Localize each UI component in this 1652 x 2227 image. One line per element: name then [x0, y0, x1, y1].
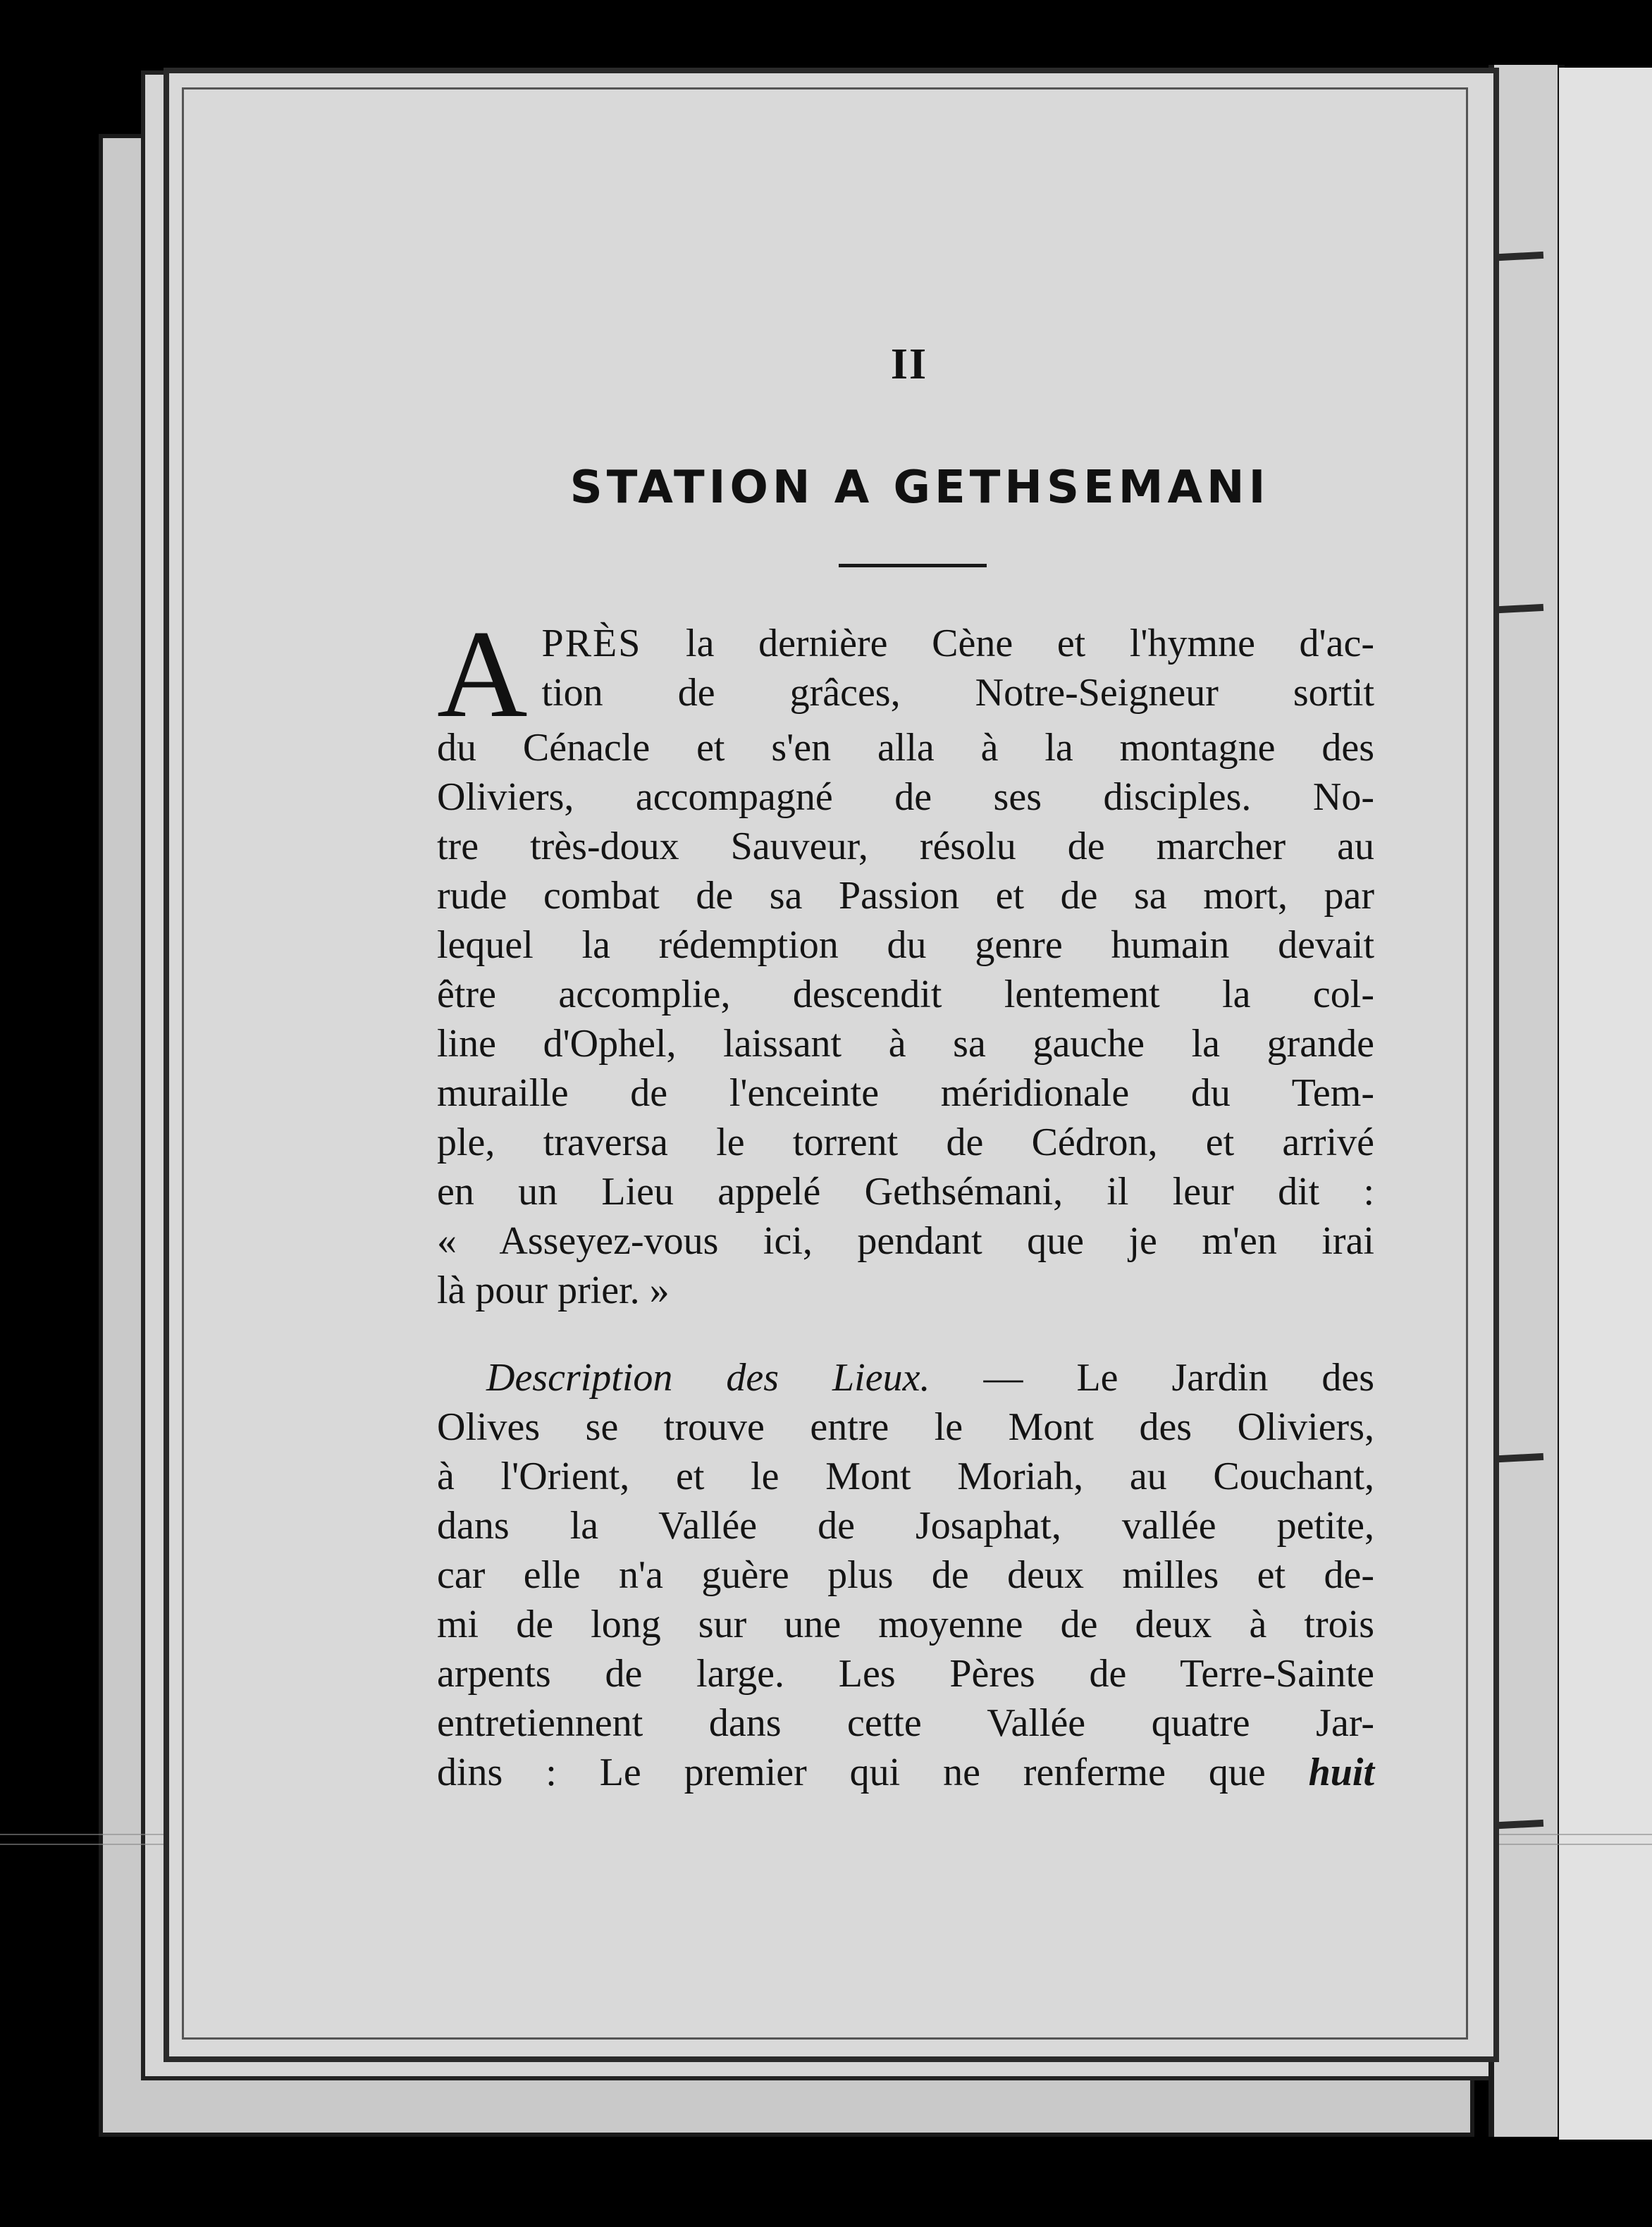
text-line: arpents de large. Les Pères de Terre-Sainte — [437, 1652, 1374, 1696]
text-line: lequel la rédemption du genre humain devait — [437, 923, 1374, 967]
text-line: entretiennent dans cette Vallée quatre Jar- — [437, 1701, 1374, 1745]
text-line — [437, 1748, 1374, 1797]
text-line: line d'Ophel, laissant à sa gauche la grande — [437, 1022, 1374, 1066]
text-line: Olives se trouve entre le Mont des Oliviers, — [437, 1405, 1374, 1449]
text-line: en un Lieu appelé Gethsémani, il leur dit : — [437, 1170, 1374, 1214]
text-line: rude combat de sa Passion et de sa mort, par — [437, 874, 1374, 918]
text-line-content: — Le Jardin des — [930, 1356, 1374, 1400]
first-word-smallcaps: PRÈS — [541, 622, 642, 665]
text-line-content: dins : Le premier qui ne renferme que — [437, 1751, 1309, 1794]
text-line: « Asseyez-vous ici, pendant que je m'en irai — [437, 1219, 1374, 1263]
text-line: être accomplie, descendit lentement la col- — [437, 973, 1374, 1016]
text-line: muraille de l'enceinte méridionale du Tem- — [437, 1071, 1374, 1115]
italic-lead: Description des Lieux. — [486, 1356, 930, 1400]
text-line-content: la dernière Cène et l'hymne d'ac- — [641, 622, 1374, 665]
text-line: Oliviers, accompagné de ses disciples. No- — [437, 775, 1374, 819]
emphasis-word: huit — [1308, 1751, 1374, 1794]
text-line — [437, 1353, 1374, 1402]
paragraph-2 — [437, 1353, 1374, 1797]
text-line: mi de long sur une moyenne de deux à trois — [437, 1603, 1374, 1646]
text-line — [437, 619, 1374, 668]
title-rule-divider — [839, 564, 987, 567]
text-line: car elle n'a guère plus de deux milles et de- — [437, 1553, 1374, 1597]
text-line: tre très-doux Sauveur, résolu de marcher au — [437, 825, 1374, 868]
text-line: à l'Orient, et le Mont Moriah, au Couchant, — [437, 1455, 1374, 1498]
paragraph-1 — [437, 604, 1374, 1315]
drop-cap: A — [437, 604, 528, 744]
chapter-number: II — [890, 340, 928, 388]
chapter-title: STATION A GETHSEMANI — [569, 462, 1270, 514]
text-line: du Cénacle et s'en alla à la montagne des — [437, 726, 1374, 770]
text-line: là pour prier. » — [437, 1269, 670, 1312]
text-line: dans la Vallée de Josaphat, vallée petite, — [437, 1504, 1374, 1548]
text-line: ple, traversa le torrent de Cédron, et arrivé — [437, 1121, 1374, 1164]
text-line: tion de grâces, Notre-Seigneur sortit — [541, 671, 1374, 715]
